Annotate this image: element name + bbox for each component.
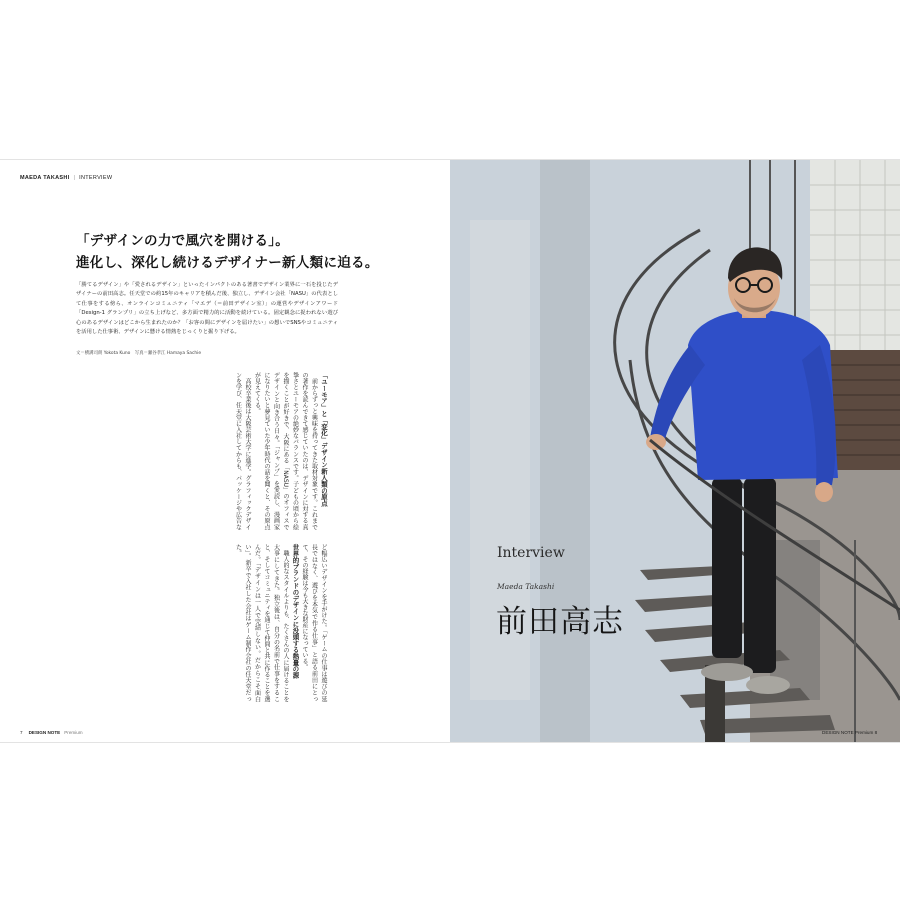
photo-credit: 文＝横溝司朗 Yokota Kuno 写真＝瀬谷孝江 Hamaya Sachie <box>76 351 202 356</box>
page-number-left: 7 <box>20 730 23 735</box>
folio-right: DESIGN NOTE Premium 8 <box>822 730 878 735</box>
portrait-photo <box>450 160 900 742</box>
header-author: MAEDA TAKASHI <box>20 175 70 181</box>
person-left-shoe <box>701 663 753 681</box>
name-japanese: 前田高志 <box>496 604 624 640</box>
person-right-leg <box>744 478 776 673</box>
header-section: INTERVIEW <box>79 175 113 181</box>
interview-label: Interview <box>497 545 565 561</box>
left-page <box>0 160 450 742</box>
person-right-shoe <box>746 676 790 694</box>
section-heading-2: 世界的ブランドのデザインに没頭する熱量の源 <box>291 544 300 679</box>
magazine-name-left: DESIGN NOTE <box>28 730 61 735</box>
right-page-photo <box>450 160 900 742</box>
magazine-spread <box>0 160 900 742</box>
headline-line-2: 進化し、深化し続けるデザイナー新人類に迫る。 <box>76 255 379 271</box>
background-pole <box>540 160 590 742</box>
body-paragraph-2: 高校卒業後は大阪芸術大学に進学。グラフィックデザインを学び、任天堂に入社してからも、パッケージや広告など幅広いデザインを手がけた。「ゲームの仕事は遊びの延長ではなく、遊びを本気で作る仕事」と語る前田にとって、その経験は今も大きな財産になっている。 <box>234 372 327 702</box>
person-right-hand <box>815 482 833 502</box>
headline-line-1: 「デザインの力で風穴を開ける」。 <box>76 233 290 249</box>
section-heading-1: 「ユーモア」と「変化」デザイン新人類の原点 <box>320 372 328 507</box>
body-paragraph-3: 職人的なスタイルよりも、たくさんの人に届けることを大事にしてきた。独立後は、自分の名前で仕事をすること、そしてコミュニティを通じて仲間と共に作ることを選んだ。「デザインは一人で完結しない。だからこそ面白い」。新卒で入社した会社はゲーム制作会社の任天堂だった。 <box>234 544 289 702</box>
body-paragraph-1: 前からずっと興味を持ってきた取材対象です。これまでの著作を読んできて感じていたのは、デザインに対する真摯さとユーモアの絶妙なバランスです。子どもの頃から絵を描くことが好きで、大阪にある「NASU」のオフィスでデザインと向き合う日々。「ジャンプ」を愛読し、漫画家になりたいと夢見ていた少年時代の話を聞くと、その原点が見えてくる。 <box>253 372 318 530</box>
person-left-hand <box>646 434 666 450</box>
folio-left <box>20 730 83 735</box>
body-text <box>36 372 328 702</box>
headline <box>76 230 379 274</box>
running-header: MAEDA TAKASHI | INTERVIEW <box>20 175 113 181</box>
lead-paragraph: 「勝てるデザイン」や「愛されるデザイン」といったインパクトのある著書でデザイン業界に一石を投じたデザイナーの前田高志。任天堂での約15年のキャリアを積んだ後、独立し、デザイン会社「NASU」の代表として仕事をする傍ら、オンラインコミュニティ「マエデ（＝前田デザイン室）」の運営やデザインアワード「Design-1 グランプリ」の立ち上げなど、多方面で精力的に活動を続けている。固定観念に捉われない遊び心のあるデザインはどこから生まれたのか？「お客の間にデザインを届けたい」の想いでSNSやコミュニティを活用した仕事術、デザインに懸ける情熱をじっくりと掘り下げる。 <box>76 282 338 336</box>
edition-left: Premium <box>64 730 83 735</box>
name-roman: Maeda Takashi <box>497 582 555 591</box>
